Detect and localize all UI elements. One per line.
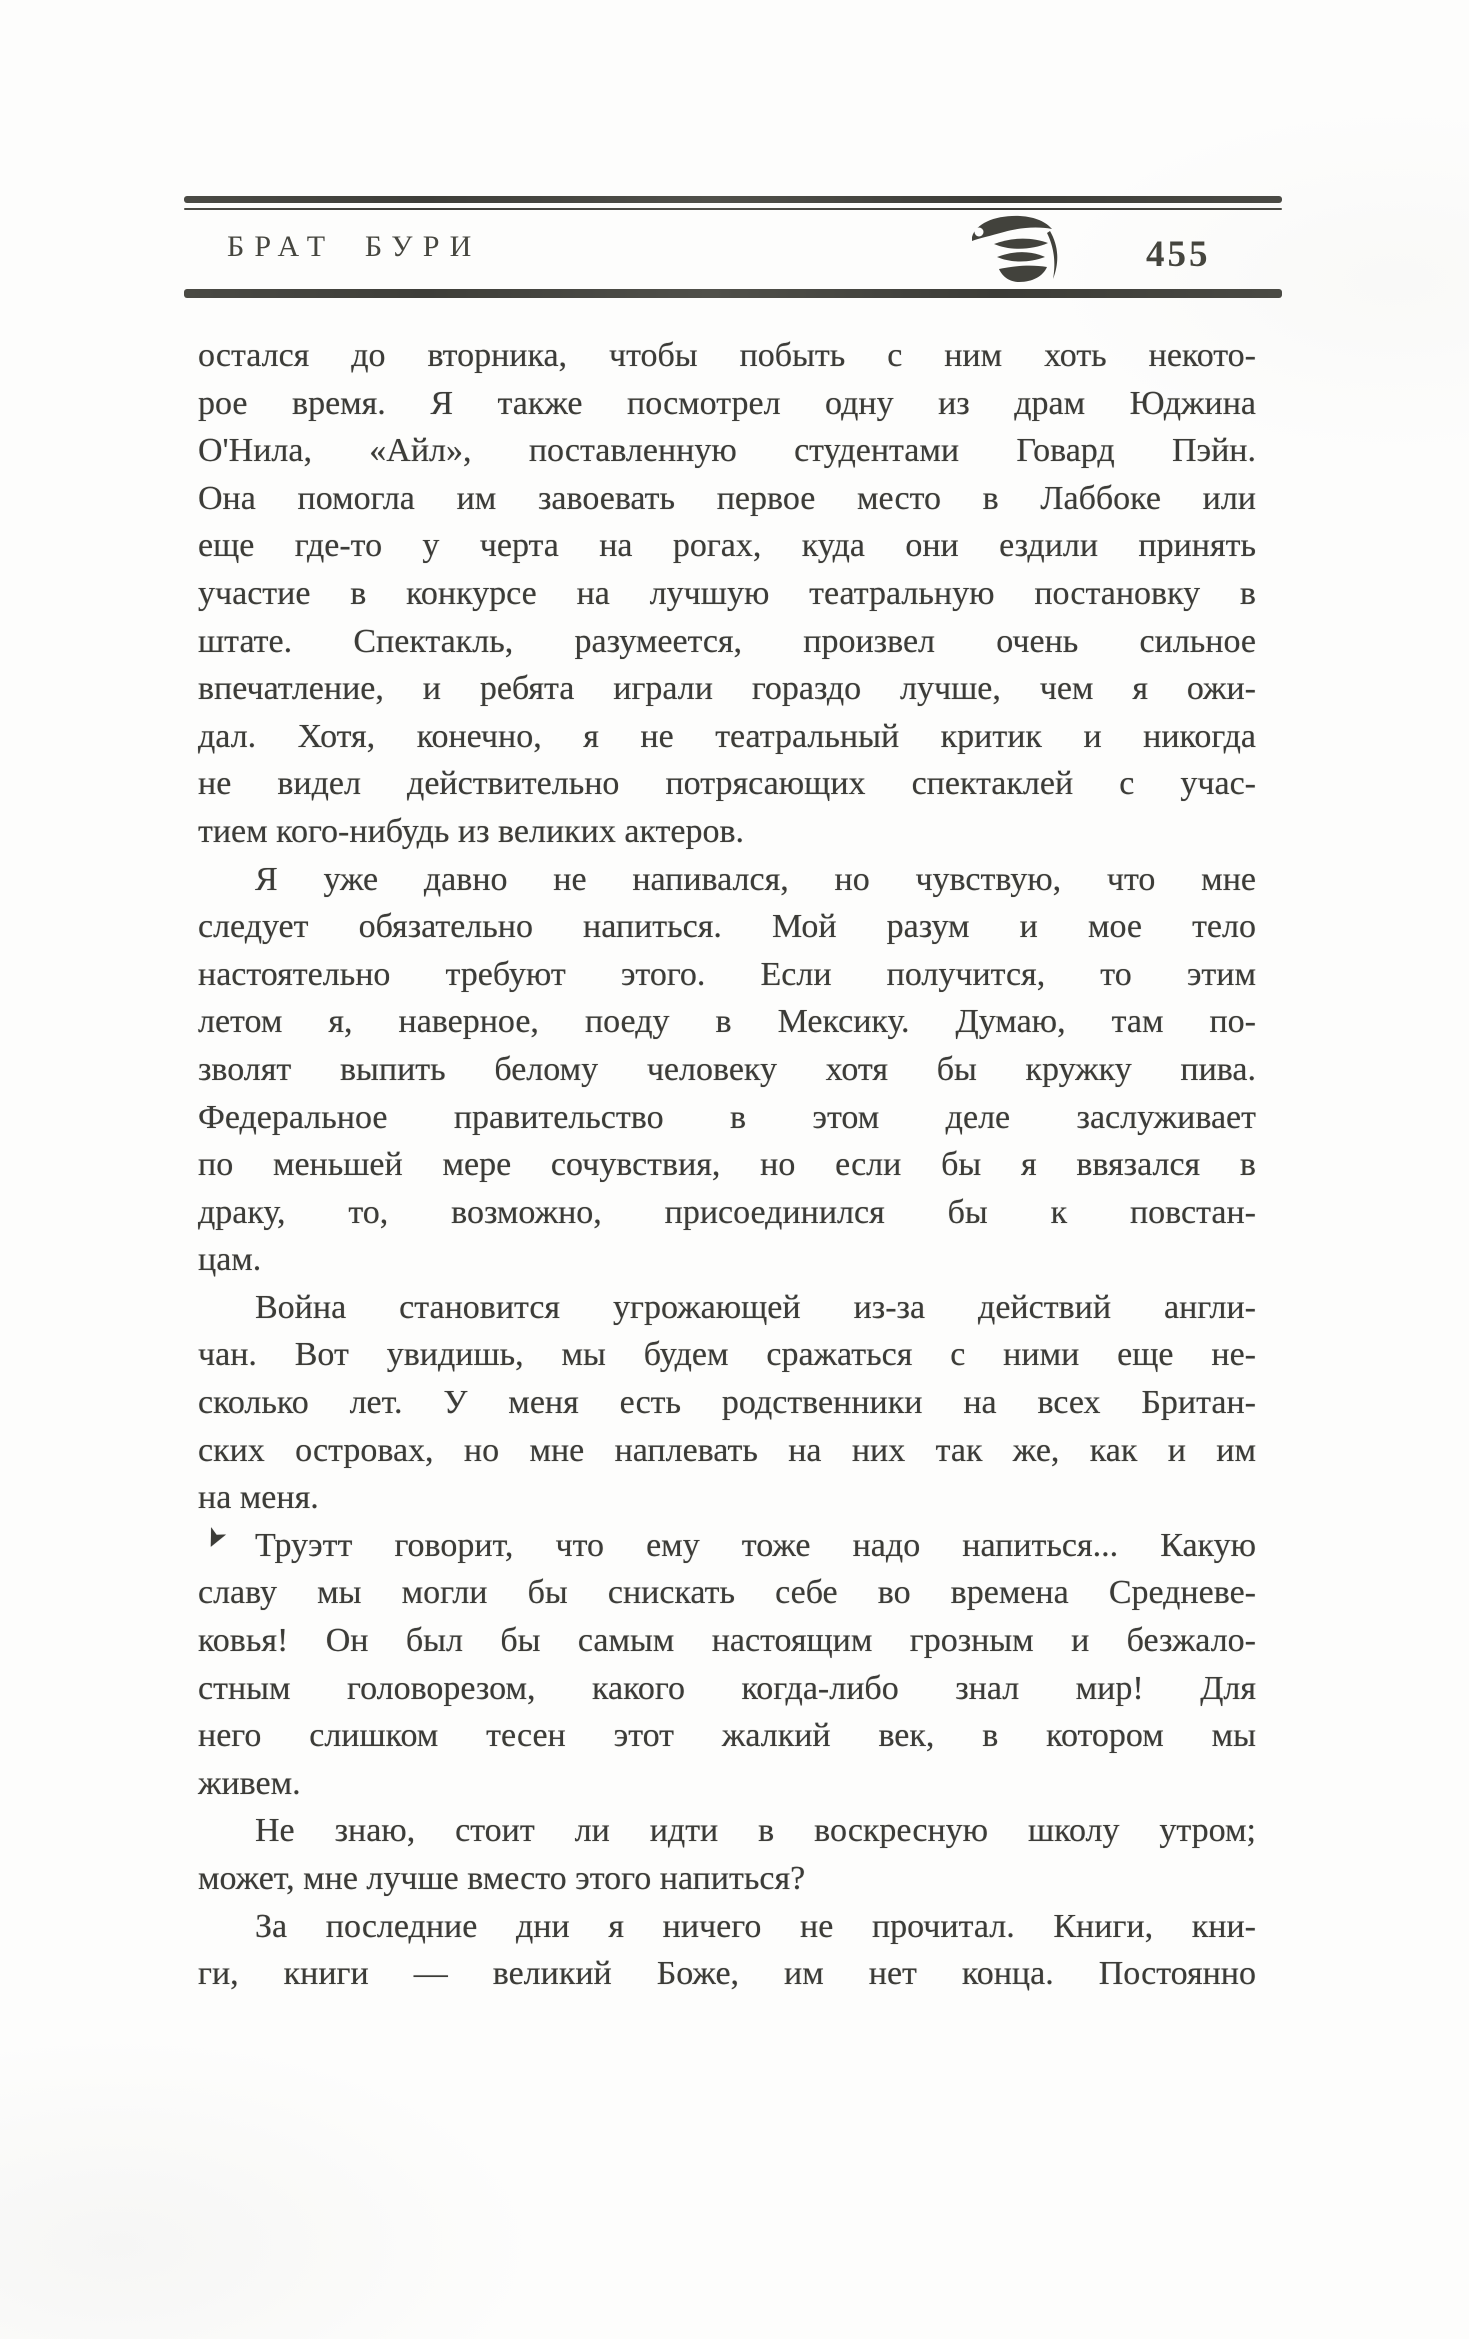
text-line: на меня. — [198, 1479, 319, 1517]
text-line: Война становится угрожающей из-за действий англи- — [255, 1288, 1256, 1326]
text-line: штате. Спектакль, разумеется, произвел очень сильное — [198, 622, 1256, 660]
running-head-title: БРАТ БУРИ — [227, 230, 482, 263]
text-line: чан. Вот увидишь, мы будем сражаться с ними еще не- — [198, 1336, 1256, 1374]
text-line: него слишком тесен этот жалкий век, в котором мы — [198, 1717, 1256, 1755]
header-rule-top-thick — [184, 196, 1282, 203]
text-line: цам. — [198, 1241, 262, 1279]
text-line: О'Нила, «Айл», поставленную студентами Говард Пэйн. — [198, 432, 1256, 470]
text-line: не видел действительно потрясающих спектаклей с учас- — [198, 765, 1256, 803]
header-rule-bottom — [184, 289, 1282, 298]
text-line: Федеральное правительство в этом деле заслуживает — [198, 1098, 1256, 1136]
text-line: может, мне лучше вместо этого напиться? — [198, 1860, 806, 1897]
text-line: тием кого-нибудь из великих актеров. — [198, 812, 745, 850]
text-line: ги, книги — великий Боже, им нет конца. Постоянно — [198, 1955, 1256, 1993]
text-line: ковья! Он был бы самым настоящим грозным и безжало- — [198, 1622, 1256, 1660]
text-line: драку, то, возможно, присоединился бы к повстан- — [198, 1193, 1256, 1231]
text-line: славу мы могли бы снискать себе во времена Средневе- — [198, 1574, 1256, 1612]
text-line: стным головорезом, какого когда-либо знал мир! Для — [198, 1669, 1256, 1707]
text-line: участие в конкурсе на лучшую театральную постановку в — [198, 574, 1256, 612]
page-number: 455 — [1146, 234, 1211, 275]
body-text — [198, 332, 1256, 1998]
text-line: рое время. Я также посмотрел одну из драм Юджина — [198, 384, 1256, 422]
text-line: по меньшей мере сочувствия, но если бы я ввязался в — [198, 1146, 1256, 1184]
text-line: остался до вторника, чтобы побыть с ним хоть некото- — [198, 337, 1256, 374]
ship-icon — [966, 213, 1068, 291]
text-line — [198, 1522, 1256, 1570]
text-line: еще где-то у черта на рогах, куда они ездили принять — [198, 527, 1256, 565]
text-line: живем. — [198, 1764, 301, 1802]
text-line: Не знаю, стоит ли идти в воскресную школу утром; — [255, 1812, 1256, 1850]
text-line: зволят выпить белому человеку хотя бы кружку пива. — [198, 1050, 1256, 1088]
text-line: впечатление, и ребята играли гораздо лучше, чем я ожи- — [198, 670, 1256, 708]
text-line: настоятельно требуют этого. Если получится, то этим — [198, 955, 1256, 993]
text-line: сколько лет. У меня есть родственники на всех Британ- — [198, 1384, 1256, 1422]
text-line: Она помогла им завоевать первое место в Лаббоке или — [198, 479, 1256, 517]
text-line: следует обязательно напиться. Мой разум и мое тело — [198, 908, 1256, 946]
text-line-content: Труэтт говорит, что ему тоже надо напиться... Какую — [255, 1526, 1256, 1564]
text-line: дал. Хотя, конечно, я не театральный критик и никогда — [198, 717, 1256, 755]
text-line: летом я, наверное, поеду в Мексику. Думаю, там по- — [198, 1003, 1256, 1041]
text-line: Я уже давно не напивался, но чувствую, что мне — [255, 860, 1256, 898]
text-line: ских островах, но мне наплевать на них так же, как и им — [198, 1431, 1256, 1469]
text-line: За последние дни я ничего не прочитал. Книги, кни- — [255, 1907, 1256, 1945]
fleuron-icon: ➤ — [196, 1521, 234, 1555]
header-rule-top-thin — [184, 208, 1282, 210]
